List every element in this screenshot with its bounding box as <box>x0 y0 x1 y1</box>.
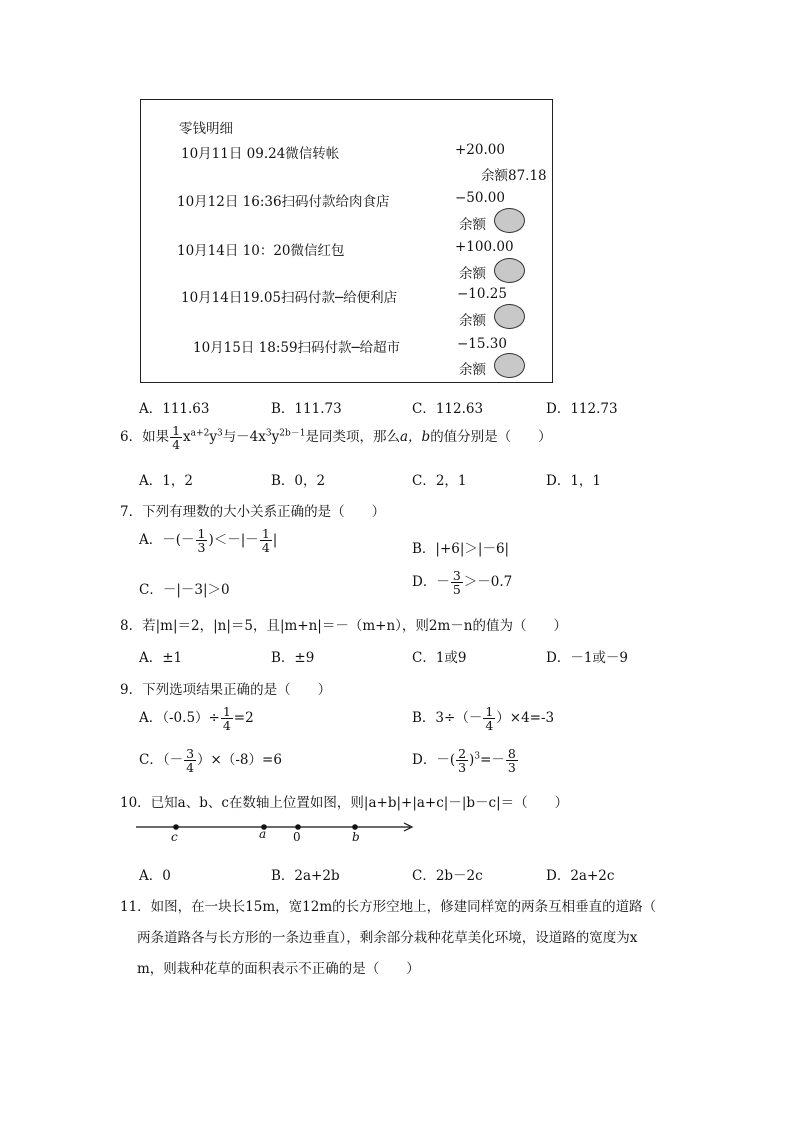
wallet-row-1-desc: 10月11日 09.24微信转帐 <box>181 146 340 162</box>
wallet-row-2-balance-label: 余额 <box>459 217 486 233</box>
fraction: $\frac{1}{4}$ <box>261 526 270 555</box>
fraction: $\frac{3}{5}$ <box>452 568 461 597</box>
fraction: $\frac{1}{4}$ <box>222 704 231 733</box>
q6-option-a: A．1，2 <box>139 473 193 489</box>
q6-stem: 6．如果 $\frac{1}{4}$ $x^{a+2}y^3$与$-4x^3y^{2b-1}$是同类项，那么a，b的值分别是（ ） <box>120 423 552 452</box>
wallet-row-4-balance-label: 余额 <box>459 313 486 329</box>
q8-option-a: A．±1 <box>139 650 183 666</box>
q5-option-c: C．112.63 <box>412 401 484 417</box>
q11-line-3: m，则栽种花草的面积表示不正确的是（ ） <box>137 961 420 977</box>
q9-option-c: C．（－ $\frac{3}{4}$ ）×（-8）=6 <box>139 746 282 775</box>
q10-option-a: A．0 <box>139 868 171 884</box>
wallet-details-box <box>140 99 553 383</box>
q10-option-b: B．2a+2b <box>271 868 340 884</box>
wallet-row-1-balance: 余额87.18 <box>481 168 547 184</box>
q7-option-d: D．－ $\frac{3}{5}$ ＞－0.7 <box>412 568 513 597</box>
fraction: $\frac{1}{4}$ <box>485 704 494 733</box>
wallet-row-2-amount: −50.00 <box>455 190 505 206</box>
balance-blank-oval <box>494 304 525 329</box>
fraction: $\frac{2}{3}$ <box>458 746 467 775</box>
balance-blank-oval <box>494 258 525 283</box>
balance-blank-oval <box>494 208 525 233</box>
point-b <box>352 824 358 830</box>
fraction: $\frac{1}{4}$ <box>172 423 181 452</box>
wallet-row-5-amount: −15.30 <box>457 336 507 352</box>
wallet-row-1-amount: +20.00 <box>455 142 505 158</box>
label-b: b <box>352 830 360 844</box>
q9-option-d: D．－( $\frac{2}{3}$ )$^3$=－ $\frac{8}{3}$ <box>412 746 516 775</box>
q5-option-d: D．112.73 <box>546 401 618 417</box>
wallet-row-3-desc: 10月14日 10：20微信红包 <box>177 243 345 259</box>
q8-option-b: B．±9 <box>271 650 315 666</box>
wallet-row-5-desc: 10月15日 18:59扫码付款─给超市 <box>193 340 401 356</box>
q8-option-d: D．－1或－9 <box>546 650 629 666</box>
wallet-row-3-amount: +100.00 <box>455 239 514 255</box>
label-c: c <box>171 830 178 844</box>
balance-blank-oval <box>494 353 525 378</box>
point-zero <box>295 824 301 830</box>
q9-option-a: A．（-0.5）÷ $\frac{1}{4}$ =2 <box>139 704 254 733</box>
wallet-title: 零钱明细 <box>179 121 233 137</box>
wallet-row-4-desc: 10月14日19.05扫码付款─给便利店 <box>181 290 398 306</box>
label-a: a <box>259 827 267 841</box>
number-line <box>136 817 416 847</box>
q7-option-b: B．|+6|＞|－6| <box>412 541 510 557</box>
q6-option-c: C．2，1 <box>412 473 467 489</box>
q10-option-d: D．2a+2c <box>546 868 615 884</box>
q7-stem: 7．下列有理数的大小关系正确的是（ ） <box>120 504 386 520</box>
fraction: $\frac{3}{4}$ <box>186 746 195 775</box>
q10-option-c: C．2b－2c <box>412 868 483 884</box>
q9-stem: 9．下列选项结果正确的是（ ） <box>120 682 332 698</box>
q5-option-b: B．111.73 <box>271 401 342 417</box>
point-c <box>173 824 179 830</box>
q7-option-c: C．－|－3|＞0 <box>139 582 230 598</box>
q9-option-b: B．3÷（－ $\frac{1}{4}$ ）×4=-3 <box>412 704 555 733</box>
q10-stem: 10．已知a、b、c在数轴上位置如图，则|a+b|+|a+c|－|b－c|＝（ ） <box>120 795 569 811</box>
q11-line-1: 11．如图，在一块长15m，宽12m的长方形空地上，修建同样宽的两条互相垂直的道路（ <box>120 899 657 915</box>
wallet-row-4-amount: −10.25 <box>457 286 507 302</box>
fraction: $\frac{8}{3}$ <box>507 746 516 775</box>
q6-option-b: B．0，2 <box>271 473 326 489</box>
q7-option-a: A．－(－ $\frac{1}{3}$ )＜－|－ $\frac{1}{4}$ | <box>139 526 278 555</box>
q8-option-c: C．1或9 <box>412 650 467 666</box>
fraction: $\frac{1}{3}$ <box>197 526 206 555</box>
q6-option-d: D．1，1 <box>546 473 602 489</box>
wallet-row-3-balance-label: 余额 <box>459 266 486 282</box>
q8-stem: 8．若|m|＝2，|n|＝5，且|m+n|＝－（m+n），则2m－n的值为（ ） <box>120 618 568 634</box>
wallet-row-5-balance-label: 余额 <box>459 362 486 378</box>
q5-option-a: A．111.63 <box>139 401 210 417</box>
label-zero: 0 <box>293 830 301 844</box>
wallet-row-2-desc: 10月12日 16:36扫码付款给肉食店 <box>177 194 390 210</box>
q11-line-2: 两条道路各与长方形的一条边垂直），剩余部分栽种花草美化环境，设道路的宽度为x <box>137 930 638 946</box>
